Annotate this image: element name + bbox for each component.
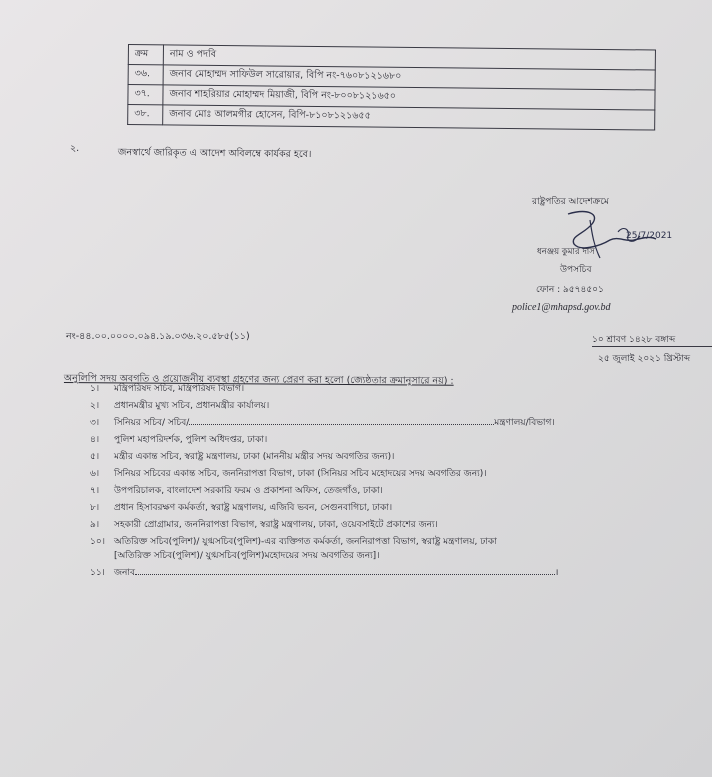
list-item-text: প্রধান হিসাবরক্ষণ কর্মকর্তা, স্বরাষ্ট্র মন্ত্রণালয়, এজিবি ভবন, সেগুনবাগিচা, ঢাকা।	[114, 503, 393, 513]
list-item	[90, 483, 383, 498]
list-item-number: ৩।	[90, 418, 100, 428]
list-item-number: ৮।	[90, 503, 100, 513]
list-item	[90, 381, 244, 396]
copy-intro-text: অনুলিপি সদয় অবগতি ও প্রয়োজনীয় ব্যবস্থা গ্রহণের জন্য প্রেরণ করা হলো (জ্যেষ্ঠতার ক্রমানুসারে নয়) :	[63, 372, 454, 387]
list-item-number: ৯।	[90, 520, 100, 530]
list-item	[90, 415, 555, 430]
list-item-text: মন্ত্রীর একান্ত সচিব, স্বরাষ্ট্র মন্ত্রণালয়, ঢাকা (মাননীয় মন্ত্রীর সদয় অবগতির জন্য)।	[114, 452, 395, 462]
date-english: ২৫ জুলাই ২০২১ খ্রিস্টাব্দ	[598, 354, 691, 364]
list-item-suffix: ।	[555, 568, 559, 578]
list-item	[90, 534, 497, 549]
table-header-serial: ক্রম	[128, 45, 163, 65]
paragraph-number: ২.	[70, 143, 80, 154]
list-item	[90, 500, 392, 515]
list-item-text: উপপরিচালক, বাংলাদেশ সরকারি ফরম ও প্রকাশনা অফিস, তেজগাঁও, ঢাকা।	[114, 486, 383, 496]
list-item	[90, 565, 558, 580]
list-item-number: ১১।	[90, 568, 105, 578]
list-item-continuation	[114, 548, 379, 563]
table-cell-name: জনাব মোহাম্মদ সাফিউল সারোয়ার, বিপি নং-৭৬০৮১২১৬৮০	[163, 65, 655, 90]
list-item-text: সহকারী প্রোগ্রামার, জননিরাপত্তা বিভাগ, স্বরাষ্ট্র মন্ত্রণালয়, ঢাকা, ওয়েবসাইটে প্রকাশের জন্য।	[114, 520, 438, 530]
list-item-number: ৪।	[90, 435, 100, 445]
table-cell-name: জনাব মোঃ আলমগীর হোসেন, বিপি-৮১০৮১২১৬৫৫	[163, 105, 655, 130]
fill-in-line	[135, 566, 555, 575]
signatory-designation: উপসচিব	[560, 265, 592, 275]
list-item-number: ১।	[90, 384, 100, 394]
list-item-text: অতিরিক্ত সচিব(পুলিশ)/ যুগ্মসচিব(পুলিশ)-এর ব্যক্তিগত কর্মকর্তা, জননিরাপত্তা বিভাগ, স্বরাষ্ট্র মন্ত্রণালয়, ঢাকা	[114, 537, 497, 547]
table-cell-serial: ৩৮.	[128, 105, 163, 125]
list-item	[90, 432, 267, 447]
paragraph-text: জনস্বার্থে জারিকৃত এ আদেশ অবিলম্বে কার্যকর হবে।	[117, 146, 312, 161]
list-item-text: প্রধানমন্ত্রীর মুখ্য সচিব, প্রধানমন্ত্রীর কার্যালয়।	[114, 401, 270, 411]
list-item-number: ৫।	[90, 452, 100, 462]
list-item-text: মন্ত্রিপরিষদ সচিব, মন্ত্রিপরিষদ বিভাগ।	[114, 384, 245, 394]
list-item-text: সিনিয়র সচিব/ সচিব/	[114, 418, 190, 428]
memo-number: নং-৪৪.০০.০০০০.০৯৪.১৯.০৩৬.২০.৫৮৫(১১)	[66, 331, 250, 342]
list-item	[90, 449, 394, 464]
signatory-phone: ফোন : ৯৫৭৪৫০১	[536, 285, 604, 295]
signatory-email: police1@mhapsd.gov.bd	[512, 302, 611, 313]
table-cell-serial: ৩৭.	[128, 85, 163, 105]
date-divider	[592, 346, 712, 347]
list-item	[90, 517, 438, 532]
date-bangla: ১০ শ্রাবণ ১৪২৮ বঙ্গাব্দ	[592, 335, 676, 345]
list-item-number: ২।	[90, 401, 100, 411]
table-row	[128, 105, 655, 131]
fill-in-line	[189, 416, 494, 425]
list-item-text: সিনিয়র সচিবের একান্ত সচিব, জননিরাপত্তা বিভাগ, ঢাকা (সিনিয়র সচিব মহোদয়ের সদয় অবগতির জন্য)।	[114, 469, 487, 479]
list-item-suffix: মন্ত্রণালয়/বিভাগ।	[494, 418, 555, 428]
list-item-number: ১০।	[90, 537, 105, 547]
list-item-text-line2: [অতিরিক্ত সচিব(পুলিশ)/ যুগ্মসচিব(পুলিশ)মহোদয়ের সদয় অবগতির জন্য]।	[114, 551, 380, 561]
list-item-number: ৭।	[90, 486, 100, 496]
table-cell-serial: ৩৬.	[128, 65, 163, 85]
list-item-number: ৬।	[90, 469, 100, 479]
table-cell-name: জনাব শাহরিয়ার মোহাম্মদ মিয়াজী, বিপি নং-৮০০৮১২১৬৫০	[163, 85, 655, 110]
signatory-name: ধনঞ্জয় কুমার দাস	[537, 247, 595, 257]
list-item-text: জনাব	[114, 568, 136, 578]
list-item	[90, 398, 269, 413]
list-item-text: পুলিশ মহাপরিদর্শক, পুলিশ অধিদপ্তর, ঢাকা।	[114, 435, 268, 445]
order-line: রাষ্ট্রপতির আদেশক্রমে	[532, 197, 609, 207]
list-item	[90, 466, 486, 481]
officer-table	[127, 44, 656, 131]
table-header-name: নাম ও পদবি	[163, 45, 655, 70]
svg-text:25/7/2021: 25/7/2021	[626, 231, 673, 241]
